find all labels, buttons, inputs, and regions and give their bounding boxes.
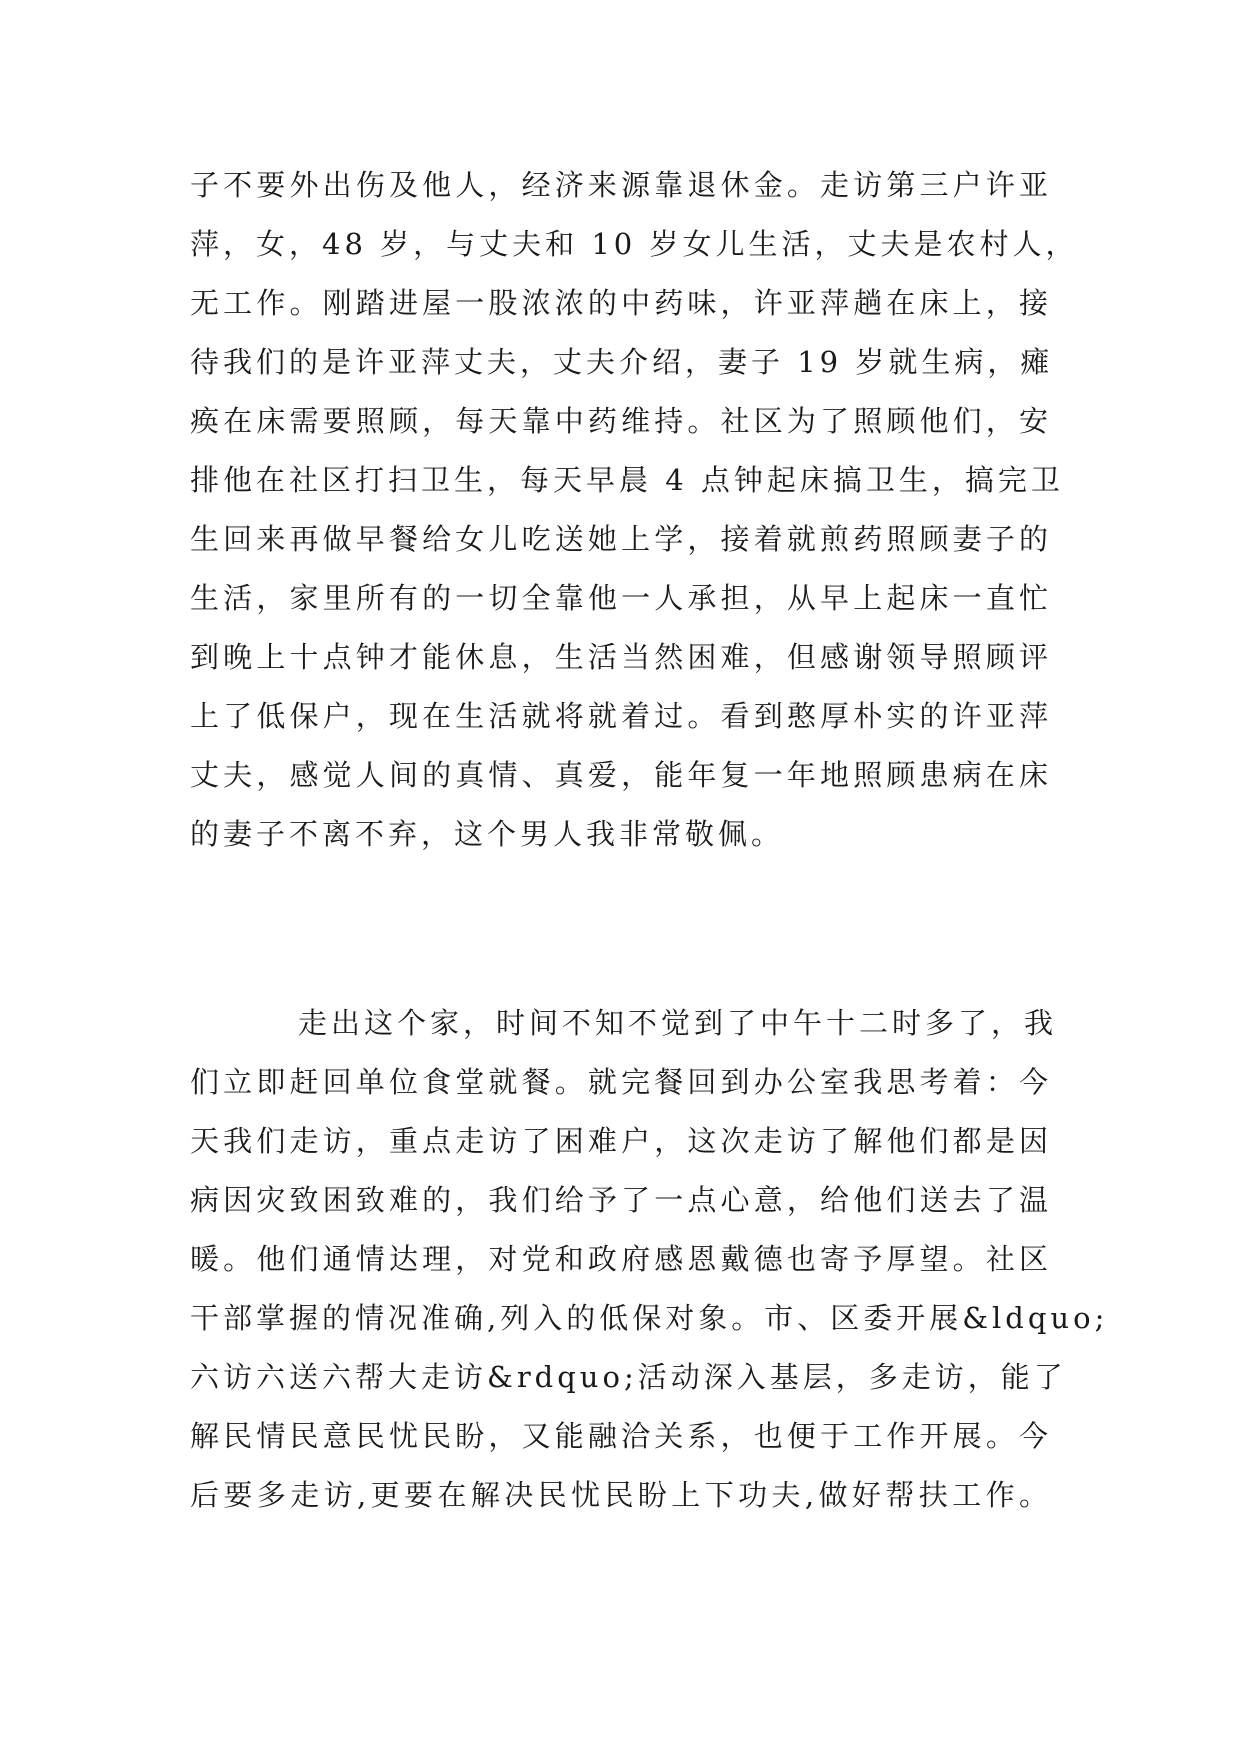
text-line: 天我们走访，重点走访了困难户，这次走访了解他们都是因 <box>190 1124 1052 1158</box>
text-line: 六访六送六帮大走访&rdquo;活动深入基层，多走访，能了 <box>190 1360 1067 1394</box>
text-line: 无工作。刚踏进屋一股浓浓的中药味，许亚萍趟在床上，接 <box>190 286 1052 320</box>
text-line: 萍，女，48 岁，与丈夫和 10 岁女儿生活，丈夫是农村人， <box>190 227 1079 261</box>
text-line: 干部掌握的情况准确,列入的低保对象。市、区委开展&ldquo; <box>190 1301 1109 1335</box>
text-line: 病因灾致困致难的，我们给予了一点心意，给他们送去了温 <box>190 1183 1052 1217</box>
text-line: 们立即赶回单位食堂就餐。就完餐回到办公室我思考着：今 <box>190 1065 1052 1099</box>
text-line: 生活，家里所有的一切全靠他一人承担，从早上起床一直忙 <box>190 581 1052 615</box>
text-line: 上了低保户，现在生活就将就着过。看到憨厚朴实的许亚萍 <box>190 699 1052 733</box>
text-line: 丈夫，感觉人间的真情、真爱，能年复一年地照顾患病在床 <box>190 758 1052 792</box>
text-line: 走出这个家，时间不知不觉到了中午十二时多了，我 <box>298 1006 1058 1040</box>
text-line: 后要多走访,更要在解决民忧民盼上下功夫,做好帮扶工作。 <box>190 1478 1052 1512</box>
text-line: 解民情民意民忧民盼，又能融洽关系，也便于工作开展。今 <box>190 1419 1052 1453</box>
text-line: 暖。他们通情达理，对党和政府感恩戴德也寄予厚望。社区 <box>190 1242 1052 1276</box>
text-line: 的妻子不离不弃，这个男人我非常敬佩。 <box>190 817 785 851</box>
text-line: 到晚上十点钟才能休息，生活当然困难，但感谢领导照顾评 <box>190 640 1052 674</box>
text-line: 排他在社区打扫卫生，每天早晨 4 点钟起床搞卫生，搞完卫 <box>190 463 1064 497</box>
text-line: 子不要外出伤及他人，经济来源靠退休金。走访第三户许亚 <box>190 168 1052 202</box>
text-line: 痪在床需要照顾，每天靠中药维持。社区为了照顾他们，安 <box>190 404 1052 438</box>
text-line: 生回来再做早餐给女儿吃送她上学，接着就煎药照顾妻子的 <box>190 522 1052 556</box>
text-line: 待我们的是许亚萍丈夫，丈夫介绍，妻子 19 岁就生病，瘫 <box>190 345 1054 379</box>
